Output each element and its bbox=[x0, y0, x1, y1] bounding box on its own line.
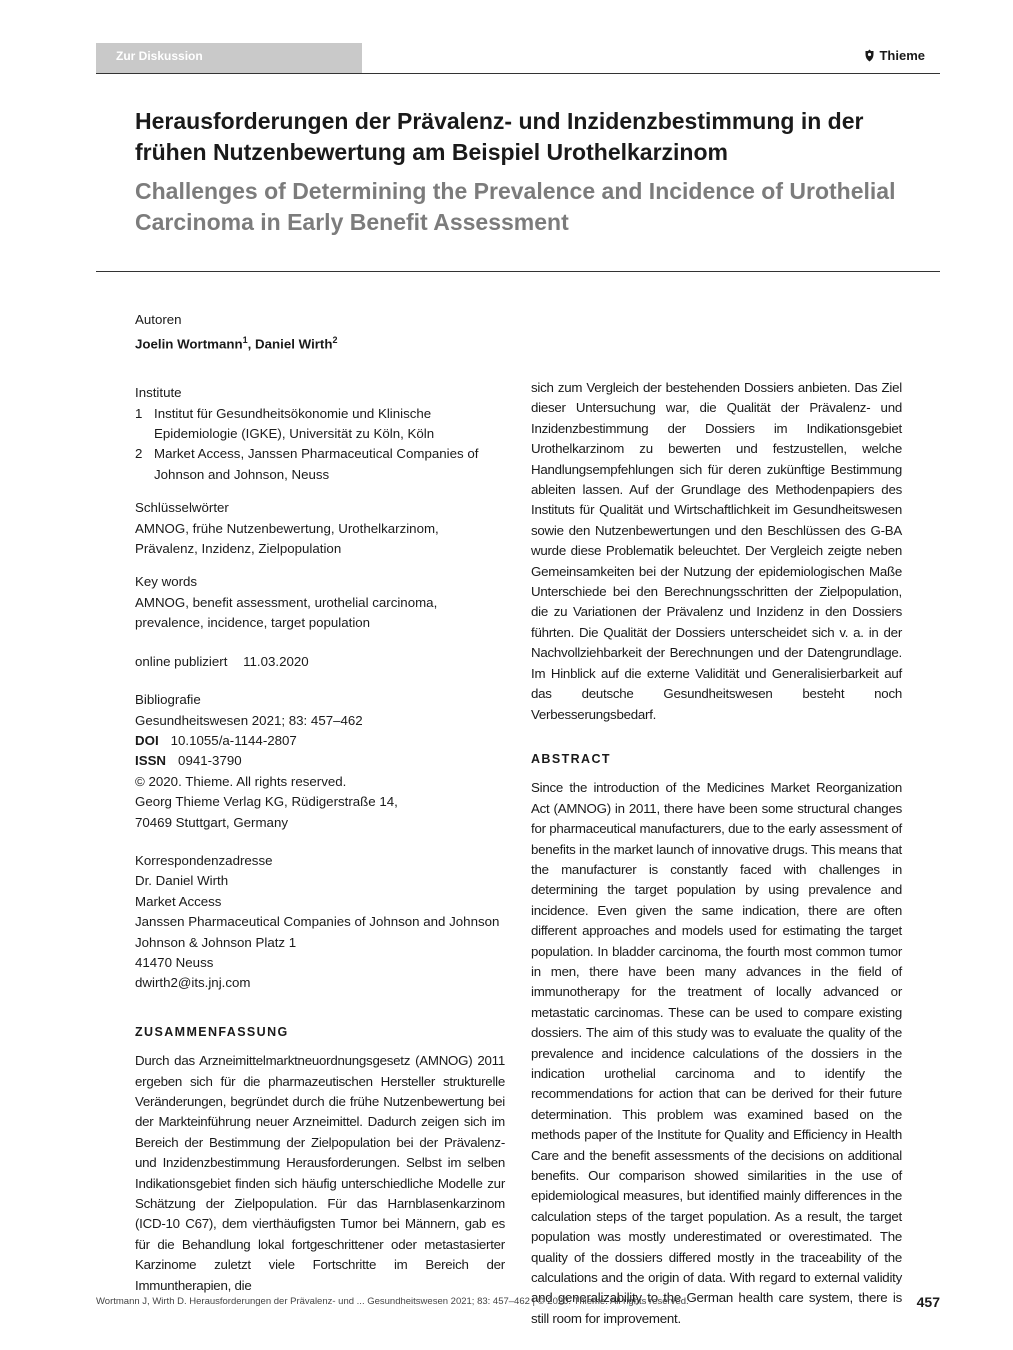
page-number: 457 bbox=[916, 1294, 940, 1310]
copyright-line: © 2020. Thieme. All rights reserved. bbox=[135, 773, 347, 789]
keywords-german-block bbox=[135, 498, 505, 559]
correspondence-line: 41470 Neuss bbox=[135, 954, 214, 970]
institute-number: 1 bbox=[135, 405, 143, 421]
correspondence-line: Market Access bbox=[135, 893, 222, 909]
thieme-logo-icon bbox=[864, 49, 875, 62]
correspondence-line: Janssen Pharmaceutical Companies of Johnson and Johnson bbox=[135, 914, 500, 930]
institute-text: Market Access, Janssen Pharmaceutical Companies of Johnson and Johnson, Neuss bbox=[154, 446, 479, 482]
zusammenfassung-heading: ZUSAMMENFASSUNG bbox=[135, 1024, 289, 1039]
article-title-german: Herausforderungen der Prävalenz- und Inzidenzbestimmung in der frühen Nutzenbewertung am Beispiel Urothelkarzinom bbox=[135, 108, 864, 165]
correspondence-label: Korrespondenzadresse bbox=[135, 852, 273, 868]
right-column bbox=[531, 378, 902, 1329]
institutes-block bbox=[135, 383, 505, 485]
keywords-german-label: Schlüsselwörter bbox=[135, 500, 229, 516]
correspondence-block bbox=[135, 851, 505, 994]
keywords-english-text: AMNOG, benefit assessment, urothelial carcinoma, prevalence, incidence, target population bbox=[135, 594, 438, 631]
bibliography-citation: Gesundheitswesen 2021; 83: 457–462 bbox=[135, 712, 363, 728]
online-published-block bbox=[135, 652, 505, 672]
correspondence-email: dwirth2@its.jnj.com bbox=[135, 975, 251, 991]
authors-list: Joelin Wortmann$^1$, Daniel Wirth$^2$ bbox=[135, 335, 338, 352]
zusammenfassung-text-continued: sich zum Vergleich der bestehenden Dossiers anbieten. Das Ziel dieser Untersuchung war, die Qualität der Prävalenz- und Inzidenzbestimmung der Dossiers im Indikationsgebiet Urothelkarzinom zu bewerten und festzustellen, welche Handlungsempfehlungen sich für deren zukünftige Bestimmung ableiten lassen. Auf der Grundlage des Methodenpapiers des Instituts für Qualität und Wirtschaftlichkeit im Gesundheitswesen sowie den Nutzenbewertungen und den Beschlüssen des G-BA wurde diese Problematik beleuchtet. Der Vergleich zeigte neben Gemeinsamkeiten bei der Nutzung der epidemiologischen Maße Unterschiede bei den Berechnungsschritten der Zielpopulation, die zu Variationen der Prävalenz und Inzidenz in den Dossiers führten. Die Qualität der Dossiers unterscheidet sich v. a. in der Nachvollziehbarkeit der Berechnungen und der Datengrundlage. Im Hinblick auf die externe Validität und Generalisierbarkeit auf das deutsche Gesundheitswesen besteht noch Verbesserungsbedarf. bbox=[531, 380, 902, 722]
bibliography-label: Bibliografie bbox=[135, 692, 201, 708]
authors-block bbox=[135, 310, 505, 355]
doi-value: 10.1055/a-1144-2807 bbox=[170, 732, 297, 748]
correspondence-line: Johnson & Johnson Platz 1 bbox=[135, 934, 297, 950]
issn-line bbox=[135, 751, 505, 771]
publisher-address-line: 70469 Stuttgart, Germany bbox=[135, 814, 288, 830]
publisher-name: Thieme bbox=[879, 48, 925, 63]
footer-citation: Wortmann J, Wirth D. Herausforderungen der Prävalenz- und ... Gesundheitswesen 2021; 83: 457–462 | © 2020. Thieme. All rights reserved. bbox=[96, 1296, 689, 1307]
doi-label: DOI bbox=[135, 732, 159, 748]
author-name: Daniel Wirth bbox=[255, 336, 333, 352]
keywords-english-label: Key words bbox=[135, 574, 198, 590]
header-divider bbox=[96, 73, 940, 74]
institute-item bbox=[135, 404, 505, 445]
author-affiliation: 1 bbox=[242, 335, 248, 346]
online-published-date: 11.03.2020 bbox=[243, 653, 309, 669]
author-name: Joelin Wortmann bbox=[135, 336, 243, 352]
online-published-label: online publiziert bbox=[135, 653, 228, 669]
doi-line bbox=[135, 731, 505, 751]
abstract-section bbox=[531, 749, 902, 1329]
article-title-english: Challenges of Determining the Prevalence and Incidence of Urothelial Carcinoma in Early Benefit Assessment bbox=[135, 178, 896, 235]
institute-item bbox=[135, 444, 505, 485]
author-affiliation: 2 bbox=[332, 335, 338, 346]
correspondence-line: Dr. Daniel Wirth bbox=[135, 873, 229, 889]
issn-label: ISSN bbox=[135, 753, 167, 769]
keywords-german-text: AMNOG, frühe Nutzenbewertung, Urothelkarzinom, Prävalenz, Inzidenz, Zielpopulation bbox=[135, 520, 439, 557]
abstract-text: Since the introduction of the Medicines Market Reorganization Act (AMNOG) in 2011, there have been some structural changes for pharmaceutical manufacturers, due to the early assessment of benefits in the market launch of innovative drugs. This means that the manufacturer is constantly faced with challenges in determining the target population by using prevalence and incidence. Even given the same indication, there are often different approaches and models used for estimating the target population. In bladder carcinoma, the fourth most common tumor in men, there have been many advances in the field of immunotherapy for the treatment of locally advanced or metastatic carcinomas. These can be used to compare existing dossiers. The aim of this study was to evaluate the quality of the prevalence and incidence calculations of the dossiers in the indication urothelial carcinoma and to identify the recommendations for action that can be derived for their future determination. This problem was examined based on the methods paper of the Institute for Quality and Efficiency in Health Care and the benefit assessments of the decisions on additional benefits. Our comparison showed similarities in the use of epidemiological measures, but identified mainly differences in the calculation steps of the target population. As a result, the target population was mostly underestimated or overestimated. The quality of the dossiers differed mostly in the traceability of the calculations and the origin of data. With regard to external validity and generalizability to the German health care system, there is still room for improvement. bbox=[531, 780, 902, 1326]
institutes-label: Institute bbox=[135, 385, 182, 401]
authors-label: Autoren bbox=[135, 312, 182, 327]
issn-value: 0941-3790 bbox=[178, 753, 242, 769]
institute-number: 2 bbox=[135, 446, 143, 462]
keywords-english-block bbox=[135, 572, 505, 633]
bibliography-block bbox=[135, 690, 505, 833]
section-tag: Zur Diskussion bbox=[96, 43, 362, 74]
publisher-address-line: Georg Thieme Verlag KG, Rüdigerstraße 14, bbox=[135, 794, 398, 810]
zusammenfassung-section bbox=[135, 1022, 505, 1296]
title-divider bbox=[96, 271, 940, 272]
abstract-heading: ABSTRACT bbox=[531, 751, 611, 766]
left-column bbox=[135, 310, 505, 1296]
institute-text: Institut für Gesundheitsökonomie und Klinische Epidemiologie (IGKE), Universität zu Köln, Köln bbox=[154, 405, 435, 442]
zusammenfassung-text: Durch das Arzneimittelmarktneuordnungsgesetz (AMNOG) 2011 ergeben sich für die pharmazeutischen Hersteller strukturelle Veränderungen, begründet durch die frühe Nutzenbewertung bei der Markteinführung neuer Arzneimittel. Dadurch zeigen sich im Bereich der Bestimmung der Zielpopulation bei der Prävalenz- und Inzidenzbestimmung Herausforderungen. Selbst im selben Indikationsgebiet finden sich häufig unterschiedliche Modelle zur Schätzung der Zielpopulation. Für das Harnblasenkarzinom (ICD-10 C67), dem vierthäufigsten Tumor bei Männern, gab es für die Behandlung lokal fortgeschrittener oder metastasierter Karzinome zuletzt viele Fortschritte im Bereich der Immuntherapien, die bbox=[135, 1053, 505, 1293]
publisher-logo bbox=[864, 48, 925, 63]
